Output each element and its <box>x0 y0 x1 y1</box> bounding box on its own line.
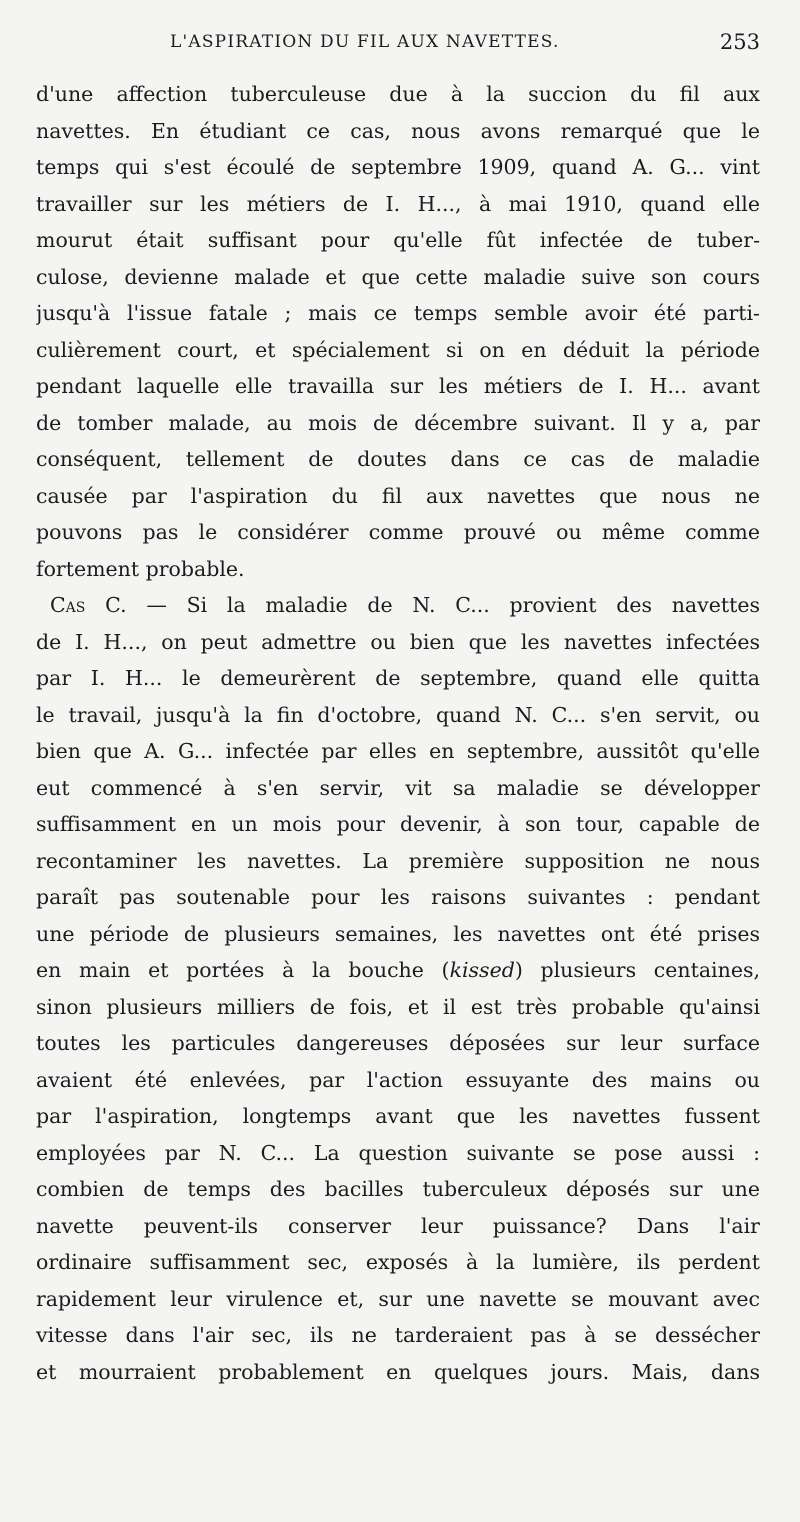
text-line: recontaminer les navettes. La première supposition ne nous <box>36 848 760 873</box>
text-line: rapidement leur virulence et, sur une navette se mouvant avec <box>36 1286 760 1311</box>
body-text <box>36 76 760 1390</box>
text-line: paraît pas soutenable pour les raisons suivantes : pendant <box>36 885 760 909</box>
text-line: le travail, jusqu'à la fin d'octobre, quand N. C... s'en servit, ou <box>36 702 760 727</box>
text-line: par I. H... le demeurèrent de septembre, quand elle quitta <box>36 666 760 690</box>
page-number: 253 <box>719 30 760 54</box>
text-line: toutes les particules dangereuses déposées sur leur surface <box>36 1031 760 1055</box>
text-line: bien que A. G... infectée par elles en septembre, aussitôt qu'elle <box>36 739 760 763</box>
text-line: et mourraient probablement en quelques jours. Mais, dans <box>36 1359 760 1384</box>
text-line: temps qui s'est écoulé de septembre 1909, quand A. G... vint <box>36 155 760 179</box>
case-label: Cas <box>50 593 86 617</box>
text-line: de tomber malade, au mois de décembre suivant. Il y a, par <box>36 410 760 435</box>
text-line: d'une affection tuberculeuse due à la succion du fil aux <box>36 82 760 106</box>
text-line: mourut était suffisant pour qu'elle fût infectée de tuber- <box>36 228 760 252</box>
text-line: avaient été enlevées, par l'action essuyante des mains ou <box>36 1067 760 1092</box>
text-line: eut commencé à s'en servir, vit sa maladie se développer <box>36 775 760 800</box>
text-line: employées par N. C... La question suivante se pose aussi : <box>36 1140 760 1165</box>
text-line: par l'aspiration, longtemps avant que les navettes fussent <box>36 1104 760 1128</box>
text-line: causée par l'aspiration du fil aux navettes que nous ne <box>36 483 760 508</box>
text-line: culose, devienne malade et que cette maladie suive son cours <box>36 264 760 289</box>
text-line <box>36 587 760 624</box>
italic-word: kissed <box>449 958 515 982</box>
text-line: fortement probable. <box>36 556 245 581</box>
text-line: de I. H..., on peut admettre ou bien que les navettes infectées <box>36 629 760 654</box>
text-line: une période de plusieurs semaines, les navettes ont été prises <box>36 921 760 946</box>
line-text: ) plusieurs centaines, <box>514 958 760 982</box>
text-line: navettes. En étudiant ce cas, nous avons remarqué que le <box>36 118 760 143</box>
text-line: travailler sur les métiers de I. H..., à mai 1910, quand elle <box>36 191 760 216</box>
text-line: navette peuvent-ils conserver leur puissance? Dans l'air <box>36 1213 760 1238</box>
line-text: en main et portées à la bouche ( <box>36 958 450 982</box>
text-line: culièrement court, et spécialement si on en déduit la période <box>36 337 760 362</box>
text-line: vitesse dans l'air sec, ils ne tarderaient pas à se dessécher <box>36 1323 760 1347</box>
text-line: jusqu'à l'issue fatale ; mais ce temps semble avoir été parti- <box>36 301 760 325</box>
text-line: suffisamment en un mois pour devenir, à son tour, capable de <box>36 812 760 836</box>
line-text: C. — Si la maladie de N. C... provient des navettes <box>85 593 760 617</box>
text-line: sinon plusieurs milliers de fois, et il est très probable qu'ainsi <box>36 994 760 1019</box>
page-header <box>36 32 760 66</box>
text-line: combien de temps des bacilles tuberculeux déposés sur une <box>36 1177 760 1201</box>
text-line: pendant laquelle elle travailla sur les métiers de I. H... avant <box>36 374 760 398</box>
running-title: L'ASPIRATION DU FIL AUX NAVETTES. <box>170 32 560 52</box>
text-line <box>36 952 760 989</box>
text-line: pouvons pas le considérer comme prouvé ou même comme <box>36 520 760 544</box>
text-line: conséquent, tellement de doutes dans ce cas de maladie <box>36 447 760 471</box>
text-line: ordinaire suffisamment sec, exposés à la lumière, ils perdent <box>36 1250 760 1274</box>
